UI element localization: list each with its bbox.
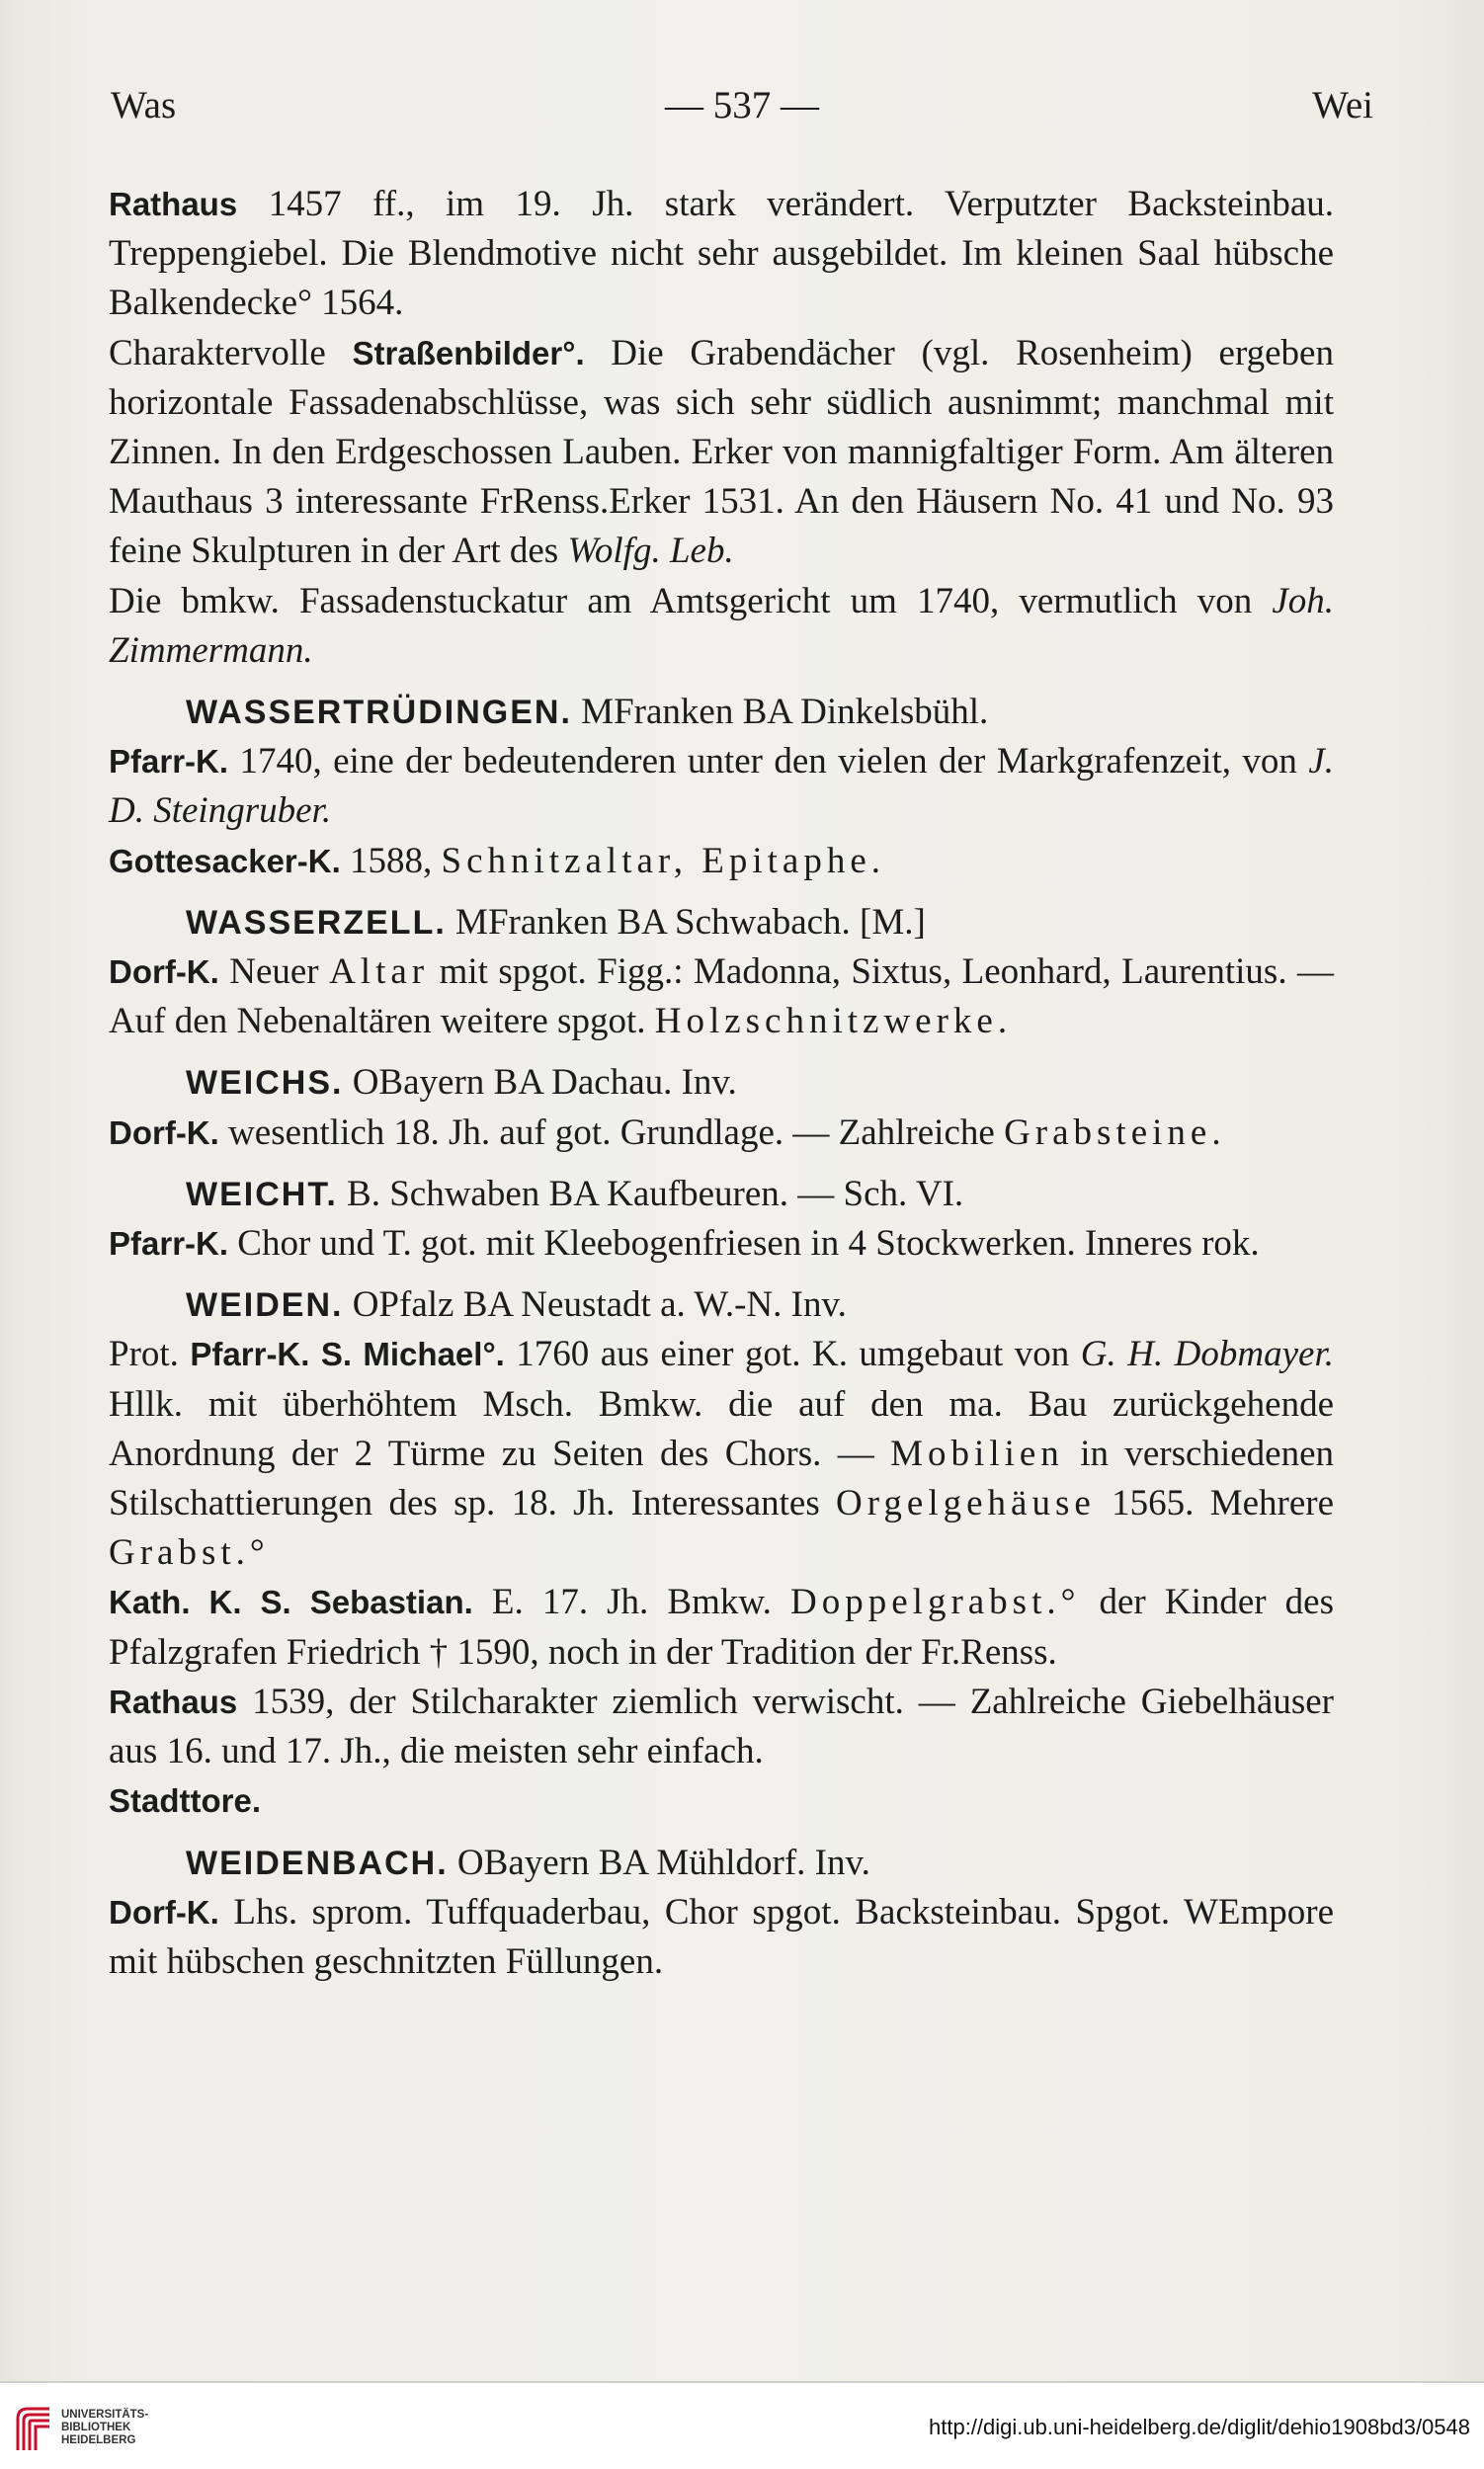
text: Neuer <box>218 951 330 993</box>
entry-rathaus <box>109 180 1334 329</box>
place-heading-weidenbach <box>109 1839 1334 1888</box>
entry-strassenbilder <box>109 329 1334 577</box>
place-name: WEIDEN. <box>186 1286 344 1325</box>
text: E. 17. Jh. Bmkw. <box>472 1582 791 1623</box>
artist-name: J. D. Steingruber. <box>109 741 1334 832</box>
text: 1760 aus einer got. K. umgebaut von <box>504 1334 1081 1375</box>
term: Pfarr-K. <box>109 1225 229 1263</box>
term: Straßenbilder°. <box>352 334 585 371</box>
library-name <box>61 2409 148 2447</box>
text: Die bmkw. Fassadenstuckatur am Amtsgericht um 1740, vermutlich von <box>109 580 1273 621</box>
text: OBayern BA Mühldorf. Inv. <box>448 1842 870 1883</box>
spaced-text: Orgelgehäuse <box>836 1483 1096 1524</box>
place-heading-wasserzell <box>109 898 1334 947</box>
text: MFranken BA Schwabach. [M.] <box>446 901 926 943</box>
text: Hllk. mit überhöhtem Msch. Bmkw. die auf den ma. Bau zurückgehende Anordnung der 2 Türme zu Seiten des Chors. — <box>109 1383 1334 1474</box>
term: Pfarr-K. S. Michael°. <box>190 1336 505 1373</box>
spaced-text: Mobilien <box>890 1433 1064 1474</box>
running-head-right: Wei <box>1312 84 1373 126</box>
spaced-text: Altar <box>329 951 430 993</box>
library-name-line: HEIDELBERG <box>61 2434 136 2446</box>
term: Stadttore. <box>109 1782 262 1820</box>
permalink-url[interactable]: http://digi.ub.uni-heidelberg.de/diglit/dehio1908bd3/0548 <box>929 2415 1470 2439</box>
place-heading-weichs <box>109 1058 1334 1108</box>
artist-name: G. H. Dobmayer. <box>1080 1334 1335 1375</box>
text: OBayern BA Dachau. Inv. <box>343 1062 737 1104</box>
entry-fassadenstuckatur <box>109 577 1334 676</box>
entry-pfarr-k <box>109 737 1334 836</box>
text: 1588, <box>340 840 442 881</box>
place-name: WASSERZELL. <box>186 903 447 942</box>
place-heading-wassertruedingen <box>109 688 1334 737</box>
entry-pfarr-k <box>109 1219 1334 1269</box>
library-name-line: BIBLIOTHEK <box>61 2422 131 2433</box>
spaced-text: Doppelgrabst.° <box>790 1582 1081 1623</box>
term: Rathaus <box>109 186 238 222</box>
page-header <box>111 83 1373 142</box>
text: 1457 ff., im 19. Jh. stark verändert. Verputzter Backsteinbau. Treppengiebel. Die Blendmotive nicht sehr ausgebildet. Im kleinen Saal hübsche Balkendecke° 1564. <box>109 184 1334 324</box>
entry-stadttore <box>109 1776 1334 1826</box>
text: in verschiedenen Stilschattierungen des sp. 18. Jh. Interessantes <box>109 1433 1334 1524</box>
text: B. Schwaben BA Kaufbeuren. — Sch. VI. <box>337 1173 964 1214</box>
place-name: WASSERTRÜDINGEN. <box>186 694 572 732</box>
text: Charaktervolle <box>109 332 353 373</box>
place-heading-weiden <box>109 1280 1334 1330</box>
text: Die Grabendächer (vgl. Rosenheim) ergeben horizontale Fassadenabschlüsse, was sich sehr südlich ausnimmt; manchmal mit Zinnen. In den Erdgeschossen Lauben. Erker von mannigfaltiger Form. Am älteren Mauthaus 3 interessante FrRenss.Erker 1531. An den Häusern No. 41 und No. 93 feine Skulpturen in der Art des <box>109 332 1334 572</box>
text: mit spgot. Figg.: Madonna, Sixtus, Leonhard, Laurentius. — Auf den Nebenaltären weitere spgot. <box>109 951 1334 1042</box>
text: 1539, der Stilcharakter ziemlich verwischt. — Zahlreiche Giebelhäuser aus 16. und 17. Jh., die meisten sehr einfach. <box>109 1681 1334 1772</box>
term: Dorf-K. <box>109 1893 219 1931</box>
text: Chor und T. got. mit Kleebogenfriesen in 4 Stockwerken. Inneres rok. <box>228 1223 1260 1265</box>
entry-prot-pfarr-k <box>109 1330 1334 1578</box>
text: 1565. Mehrere <box>1095 1483 1334 1524</box>
place-name: WEIDENBACH. <box>186 1844 449 1882</box>
spaced-text: Grabst.° <box>109 1532 270 1574</box>
artist-name: Wolfg. Leb. <box>567 531 734 572</box>
spaced-text: Grabsteine. <box>1004 1111 1226 1153</box>
place-name: WEICHS. <box>186 1064 344 1103</box>
place-heading-weicht <box>109 1170 1334 1219</box>
term: Rathaus <box>109 1683 238 1720</box>
page-body <box>109 180 1334 1987</box>
entry-dorf-k <box>109 1888 1334 1987</box>
page-number: — 537 — <box>665 84 819 126</box>
text: Prot. <box>109 1334 191 1375</box>
entry-gottesacker-k <box>109 837 1334 886</box>
term: Pfarr-K. <box>109 743 229 781</box>
library-name-line: UNIVERSITÄTS- <box>61 2409 149 2421</box>
term: Kath. K. S. Sebastian. <box>109 1584 473 1621</box>
library-logo-icon <box>14 2405 53 2452</box>
artist-name: Joh. Zimmermann. <box>109 580 1334 671</box>
text: wesentlich 18. Jh. auf got. Grundlage. — Zahlreiche <box>218 1111 1005 1153</box>
term: Dorf-K. <box>109 1113 219 1151</box>
entry-kath-k <box>109 1578 1334 1677</box>
spaced-text: Schnitzaltar, Epitaphe. <box>441 840 885 881</box>
term: Gottesacker-K. <box>109 842 341 879</box>
entry-dorf-k <box>109 947 1334 1046</box>
viewer-footer <box>0 2381 1484 2469</box>
text: 1740, eine der bedeutenderen unter den vielen der Markgrafenzeit, von <box>228 741 1309 782</box>
text: OPfalz BA Neustadt a. W.-N. Inv. <box>343 1284 847 1326</box>
text: Lhs. sprom. Tuffquaderbau, Chor spgot. Backsteinbau. Spgot. WEmpore mit hübschen geschnitzten Füllungen. <box>109 1891 1334 1982</box>
running-head-left: Was <box>111 84 177 126</box>
text: MFranken BA Dinkelsbühl. <box>571 692 989 733</box>
entry-rathaus <box>109 1678 1334 1776</box>
text: der Kinder des Pfalzgrafen Friedrich † 1590, noch in der Tradition der Fr.Renss. <box>109 1582 1335 1673</box>
place-name: WEICHT. <box>186 1175 338 1213</box>
entry-dorf-k <box>109 1109 1334 1158</box>
term: Dorf-K. <box>109 953 219 991</box>
spaced-text: Holzschnitzwerke. <box>654 1001 1013 1042</box>
